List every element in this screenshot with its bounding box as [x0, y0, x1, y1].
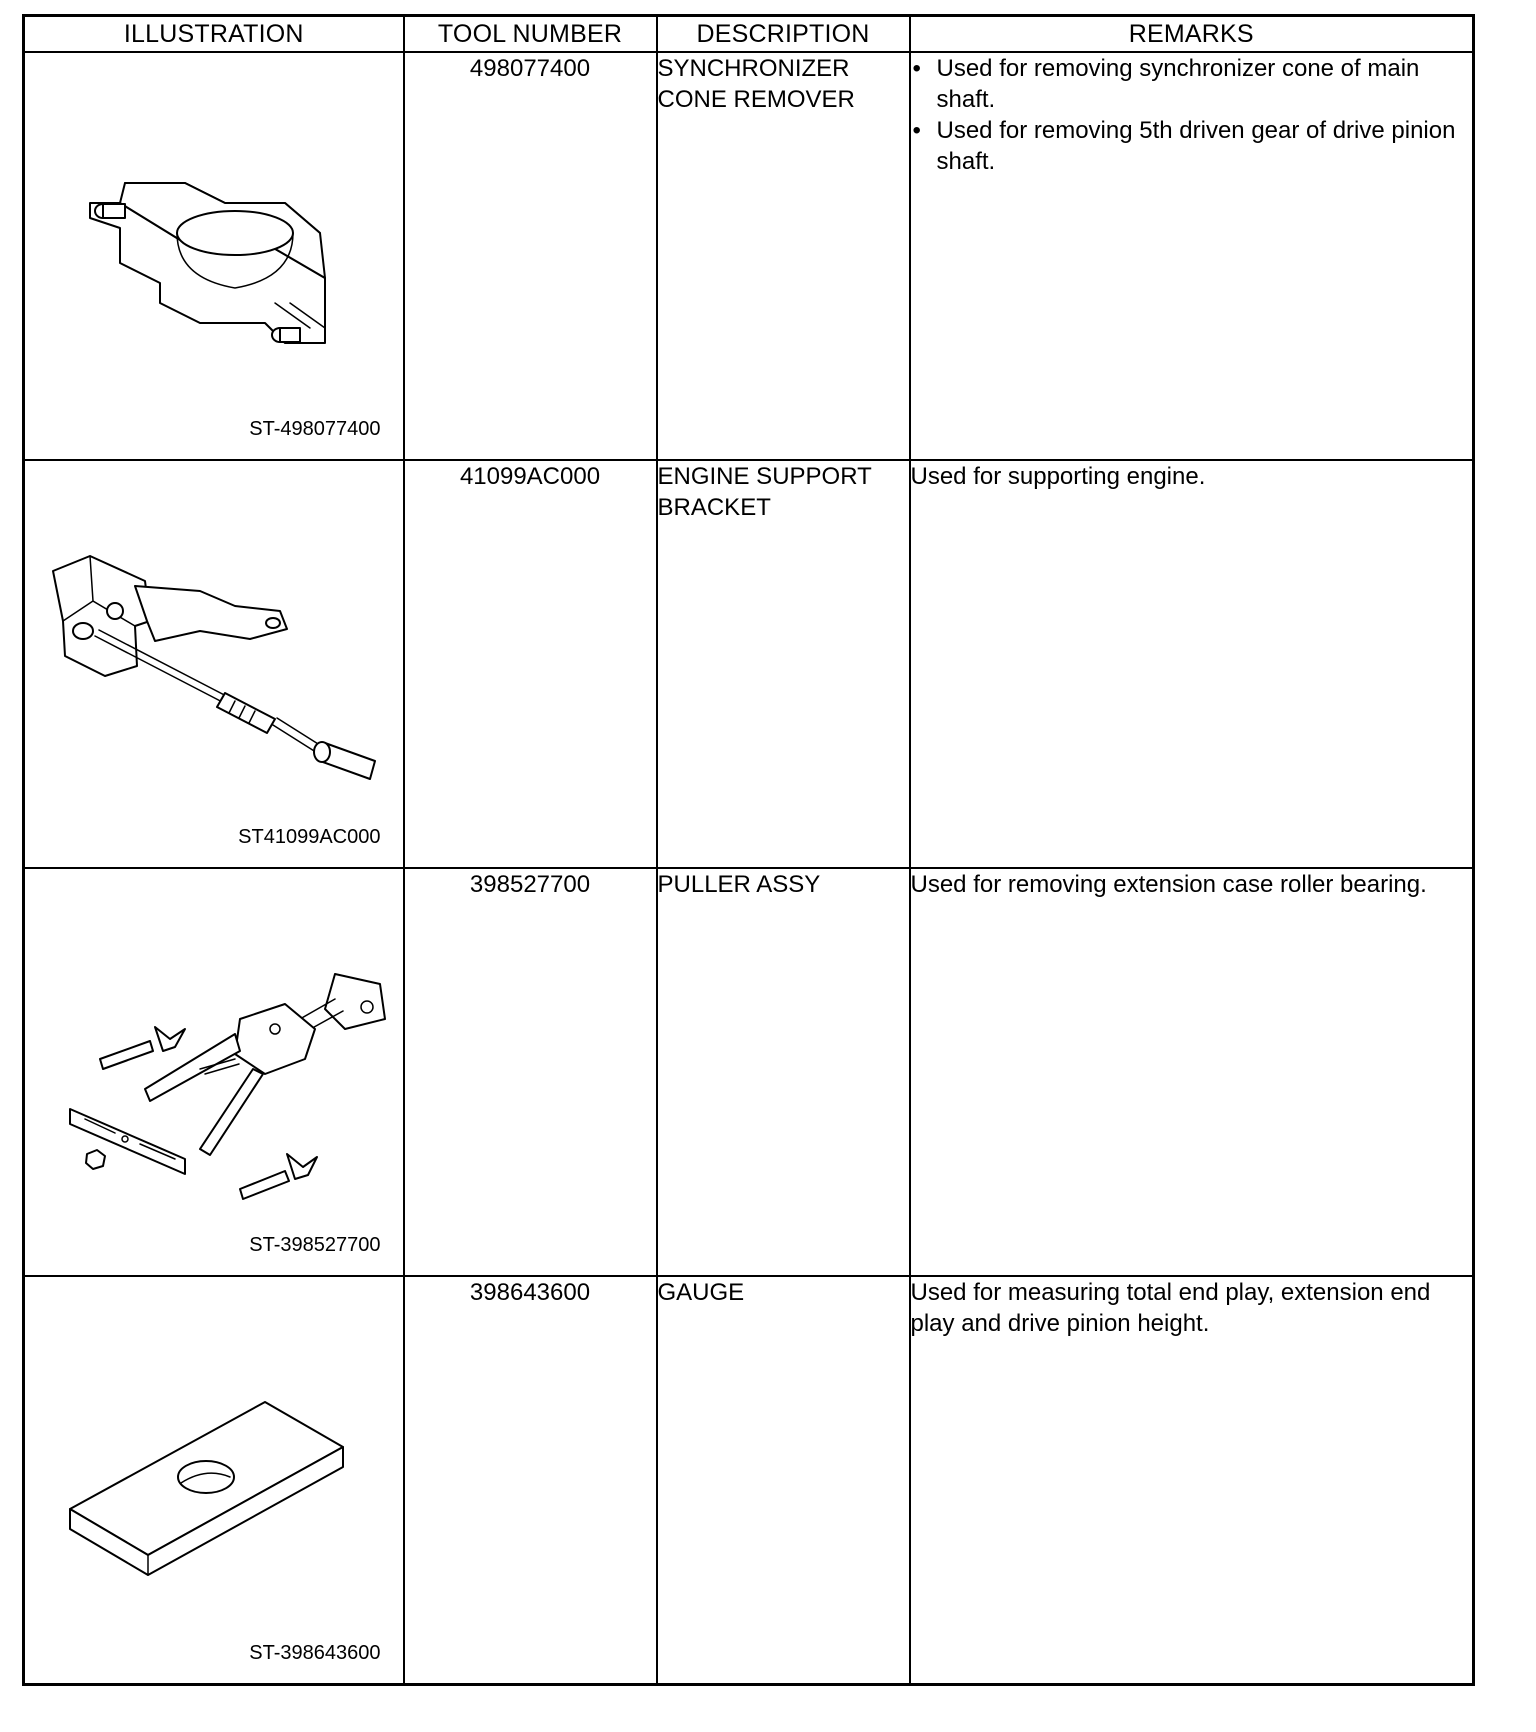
description-cell: SYNCHRONIZER CONE REMOVER	[657, 52, 910, 460]
table-row	[24, 52, 1474, 460]
illustration-code: ST-398527700	[249, 1234, 381, 1256]
engine-support-bracket-icon	[25, 461, 405, 867]
remarks-cell: Used for measuring total end play, extension end play and drive pinion height.	[910, 1276, 1474, 1685]
table-row	[24, 1276, 1474, 1685]
puller-assy-icon	[25, 869, 405, 1275]
tool-number-cell: 398527700	[404, 868, 657, 1276]
header-illustration: ILLUSTRATION	[24, 16, 404, 53]
synchronizer-cone-remover-icon	[25, 53, 405, 459]
table-row	[24, 868, 1474, 1276]
header-description: DESCRIPTION	[657, 16, 910, 53]
illustration-cell	[24, 868, 404, 1276]
illustration-code: ST-498077400	[249, 418, 381, 440]
tool-number-cell: 398643600	[404, 1276, 657, 1685]
header-tool-number: TOOL NUMBER	[404, 16, 657, 53]
tool-number-cell: 41099AC000	[404, 460, 657, 868]
remarks-cell: Used for supporting engine.	[910, 460, 1474, 868]
list-item: • Used for removing synchronizer cone of main shaft.	[912, 55, 1420, 113]
illustration-cell	[24, 460, 404, 868]
illustration-cell	[24, 1276, 404, 1685]
illustration-cell	[24, 52, 404, 460]
description-cell: ENGINE SUPPORT BRACKET	[657, 460, 910, 868]
special-tools-table	[22, 14, 1475, 1686]
remarks-cell	[910, 52, 1474, 460]
remarks-cell: Used for removing extension case roller bearing.	[910, 868, 1474, 1276]
header-remarks: REMARKS	[910, 16, 1474, 53]
gauge-plate-icon	[25, 1277, 405, 1683]
illustration-code: ST41099AC000	[238, 826, 381, 848]
tool-number-cell: 498077400	[404, 52, 657, 460]
illustration-code: ST-398643600	[249, 1642, 381, 1664]
table-row	[24, 460, 1474, 868]
list-item: • Used for removing 5th driven gear of drive pinion shaft.	[912, 117, 1456, 175]
remarks-list	[911, 53, 1473, 177]
header-row	[24, 16, 1474, 53]
description-cell: GAUGE	[657, 1276, 910, 1685]
description-cell: PULLER ASSY	[657, 868, 910, 1276]
